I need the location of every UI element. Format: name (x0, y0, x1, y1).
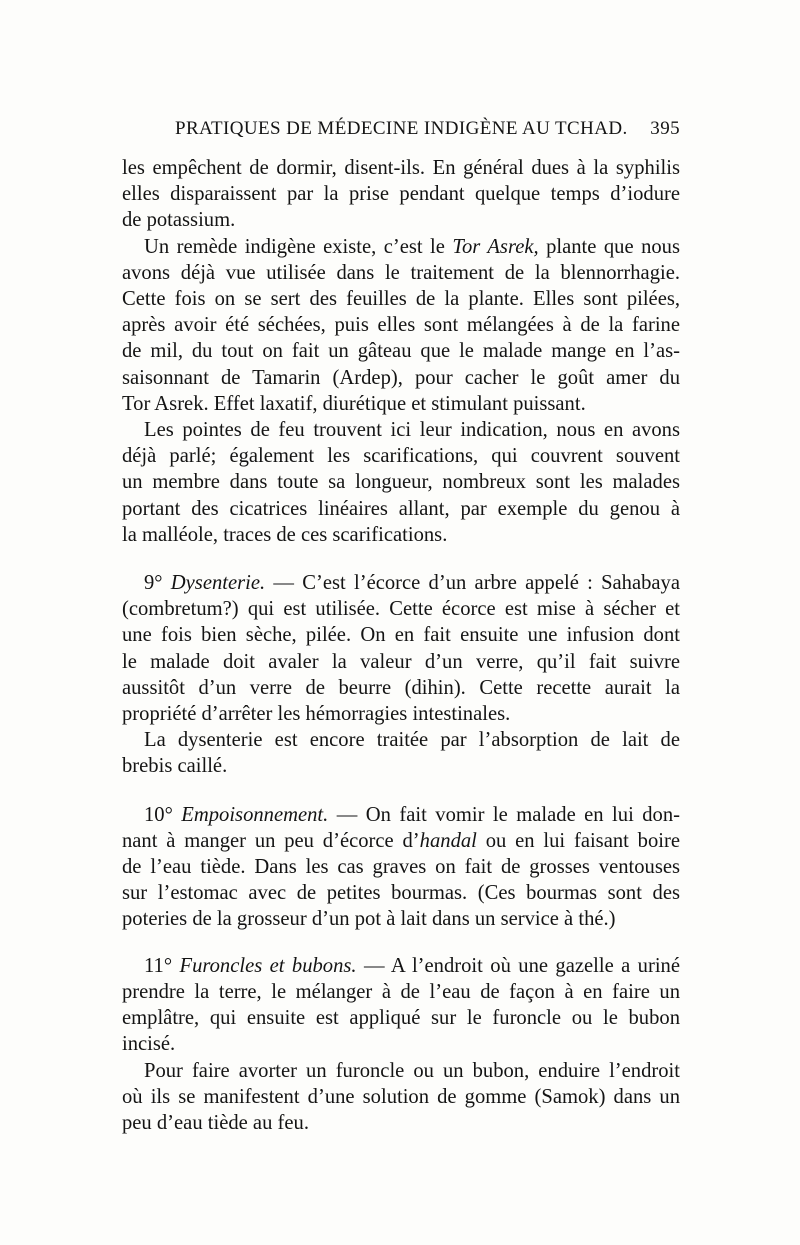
section-gap (122, 933, 680, 953)
section-number: 9° (144, 572, 171, 595)
text-line: propriété d’arrêter les hémorragies intestinales. (122, 703, 511, 726)
section-number: 11° (144, 954, 180, 977)
text-line: Les pointes de feu trouvent ici leur indication, nous en avons (144, 419, 680, 442)
section-gap (122, 780, 680, 802)
text-run: — C’est l’écorce d’un arbre appelé : Sahabaya (265, 572, 680, 595)
text-line (122, 828, 680, 854)
section-empoisonnement (122, 802, 680, 933)
text-line: incisé. (122, 1033, 176, 1056)
paragraph-syphilis-continuation (122, 155, 680, 234)
text-line: le malade doit avaler la valeur d’un verre, qu’il fait suivre (122, 650, 680, 673)
text-line: après avoir été séchées, puis elles sont mélangées à de la farine (122, 314, 680, 337)
text-line: emplâtre, qui ensuite est appliqué sur le furoncle ou le bubon (122, 1007, 680, 1030)
text-line: de potassium. (122, 209, 236, 232)
text-line: Cette fois on se sert des feuilles de la plante. Elles sont pilées, (122, 288, 680, 311)
text-run: plante que nous (538, 235, 680, 258)
paragraph-tor-asrek (122, 234, 680, 417)
page-number: 395 (650, 118, 680, 139)
text-line: avons déjà vue utilisée dans le traitement de la blennorrhagie. (122, 261, 680, 284)
text-line: (combretum?) qui est utilisée. Cette écorce est mise à sécher et (122, 598, 680, 621)
section-heading: Empoisonnement. (181, 803, 329, 826)
text-line: un membre dans toute sa longueur, nombreux sont les malades (122, 471, 680, 494)
text-line (122, 953, 680, 979)
italic-term: handal (419, 829, 477, 852)
section-number: 10° (144, 803, 182, 826)
text-line: poteries de la grosseur d’un pot à lait dans un service à thé.) (122, 908, 616, 931)
paragraph-dysenterie-lait (122, 727, 680, 779)
text-run: — On fait vomir le malade en lui don- (328, 803, 680, 826)
text-line: Pour faire avorter un furoncle ou un bubon, enduire l’endroit (144, 1059, 680, 1082)
text-line (122, 570, 680, 596)
text-line: elles disparaissent par la prise pendant quelque temps d’iodure (122, 183, 680, 206)
running-title: PRATIQUES DE MÉDECINE INDIGÈNE AU TCHAD. (175, 118, 628, 139)
section-gap (122, 548, 680, 570)
section-heading: Furoncles et bubons. (179, 954, 357, 977)
text-run: Un remède indigène existe, c’est le (144, 235, 453, 258)
text-line: où ils se manifestent d’une solution de gomme (Samok) dans un (122, 1085, 680, 1108)
text-line: la malléole, traces de ces scarifications. (122, 523, 448, 546)
text-line: brebis caillé. (122, 755, 228, 778)
text-run: — A l’endroit où une gazelle a uriné (356, 954, 680, 977)
text-run: ou en lui faisant boire (476, 829, 680, 852)
text-line: peu d’eau tiède au feu. (122, 1111, 309, 1134)
text-line: de l’eau tiède. Dans les cas graves on fait de grosses ventouses (122, 856, 680, 879)
text-line (122, 234, 680, 260)
paragraph-pointes-de-feu (122, 417, 680, 548)
text-run: nant à manger un peu d’écorce d’ (122, 829, 420, 852)
section-furoncles (122, 953, 680, 1058)
text-line: Tor Asrek. Effet laxatif, diurétique et stimulant puissant. (122, 392, 586, 415)
text-line: prendre la terre, le mélanger à de l’eau de façon à en faire un (122, 980, 680, 1003)
body-text (122, 155, 680, 1136)
text-line: La dysenterie est encore traitée par l’absorption de lait de (144, 729, 680, 752)
text-line: une fois bien sèche, pilée. On en fait ensuite une infusion dont (122, 624, 680, 647)
section-dysenterie (122, 570, 680, 727)
section-heading: Dysenterie. (170, 572, 266, 595)
text-line: de mil, du tout on fait un gâteau que le malade mange en l’as- (122, 340, 680, 363)
text-line (122, 802, 680, 828)
text-line: les empêchent de dormir, disent-ils. En général dues à la syphilis (122, 157, 680, 179)
paragraph-avorter-furoncle (122, 1058, 680, 1137)
text-line: sur l’estomac avec de petites bourmas. (Ces bourmas sont des (122, 882, 680, 905)
running-header (175, 118, 680, 140)
text-line: aussitôt d’un verre de beurre (dihin). Cette recette aurait la (122, 676, 680, 699)
text-line: saisonnant de Tamarin (Ardep), pour cacher le goût amer du (122, 366, 680, 389)
text-line: déjà parlé; également les scarifications, qui couvrent souvent (122, 445, 680, 468)
italic-term: Tor Asrek, (452, 235, 539, 258)
text-line: portant des cicatrices linéaires allant, par exemple du genou à (122, 497, 680, 520)
